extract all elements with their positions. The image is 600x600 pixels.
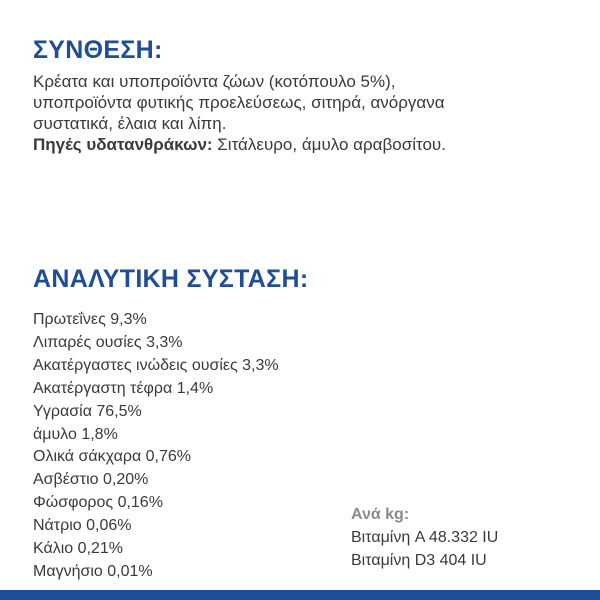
- carb-sources-line: [33, 134, 573, 155]
- composition-line: Κρέατα και υποπροϊόντα ζώων (κοτόπουλο 5%),: [33, 72, 396, 91]
- vitamin-item: Βιταμίνη D3 404 IU: [351, 551, 487, 569]
- bottom-accent-bar: [0, 590, 600, 600]
- analysis-item: άμυλο 1,8%: [33, 425, 118, 443]
- analysis-item: Φώσφορος 0,16%: [33, 494, 163, 512]
- composition-line: υποπροϊόντα φυτικής προελεύσεως, σιτηρά, ανόργανα: [33, 93, 445, 112]
- analysis-item: Ακατέργαστες ινώδεις ουσίες 3,3%: [33, 356, 279, 374]
- analysis-item: Μαγνήσιο 0,01%: [33, 562, 153, 580]
- carb-sources-value: Σιτάλευρο, άμυλο αραβοσίτου.: [212, 135, 446, 154]
- analysis-heading: ΑΝΑΛΥΤΙΚΗ ΣΥΣΤΑΣΗ:: [33, 265, 309, 293]
- carb-sources-label: Πηγές υδατανθράκων:: [33, 135, 213, 154]
- composition-line: συστατικά, έλαια και λίπη.: [33, 114, 227, 133]
- analysis-item: Πρωτεΐνες 9,3%: [33, 311, 147, 328]
- analysis-item: Υγρασία 76,5%: [33, 402, 142, 420]
- analysis-list: [33, 309, 279, 584]
- analysis-item: Κάλιο 0,21%: [33, 540, 123, 558]
- vitamins-block: [351, 504, 498, 573]
- composition-text: [33, 71, 573, 155]
- composition-heading: ΣΥΝΘΕΣΗ:: [33, 36, 163, 64]
- analysis-item: Ασβέστιο 0,20%: [33, 471, 149, 489]
- analysis-item: Ολικά σάκχαρα 0,76%: [33, 448, 192, 466]
- vitamin-item: Βιταμίνη A 48.332 IU: [351, 528, 499, 546]
- analysis-item: Λιπαρές ουσίες 3,3%: [33, 333, 183, 351]
- per-kg-label: Ανά kg:: [351, 506, 410, 523]
- analysis-item: Ακατέργαστη τέφρα 1,4%: [33, 379, 214, 397]
- analysis-item: Νάτριο 0,06%: [33, 517, 132, 535]
